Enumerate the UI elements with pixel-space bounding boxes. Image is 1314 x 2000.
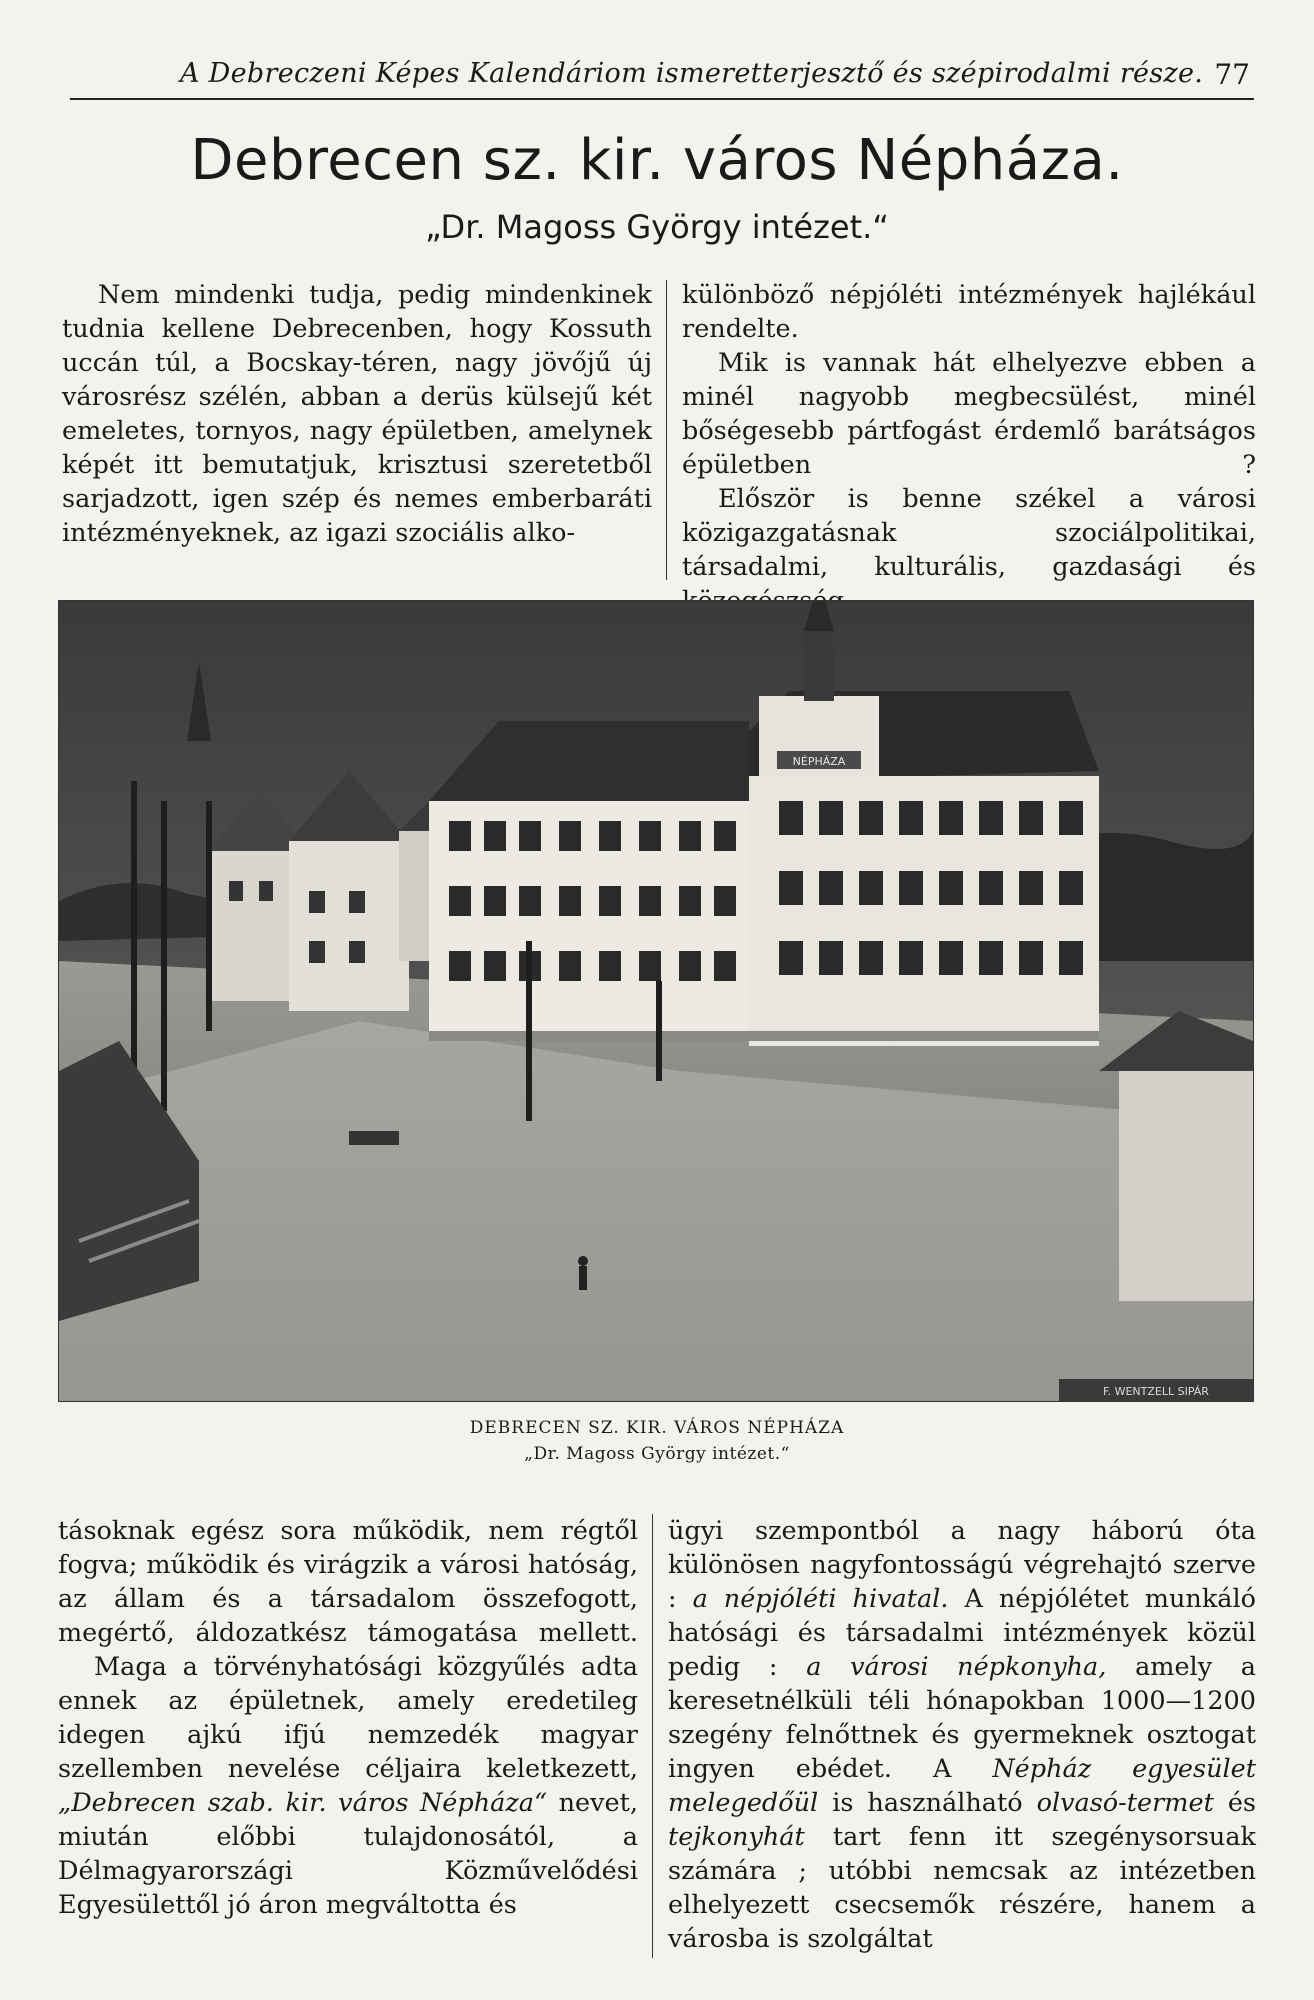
building-photograph	[58, 600, 1254, 1402]
article-subtitle: „Dr. Magoss György intézet.“	[425, 208, 889, 246]
paragraph	[58, 1650, 638, 1922]
photographer-mark: F. WENTZELL SIPÁR	[1103, 1385, 1209, 1398]
pedestrian-head	[578, 1256, 588, 1266]
page-number: 77	[1214, 58, 1250, 91]
text-run: ügyi szempontból a nagy háború óta különösen nagyfontosságú végrehajtó szerve :	[668, 1516, 1256, 1614]
text-run: A népjólétet munkáló hatósági és társadalmi intézmények közül pedig :	[668, 1584, 1256, 1682]
text-run: tart fenn itt szegénysorsuak számára ; utóbbi nemcsak az intézetben elhelyezett csecsemők részére, hanem a városba is szolgáltat	[668, 1822, 1256, 1954]
paragraph: Mik is vannak hát elhelyezve ebben a minél nagyobb megbecsülést, minél bőségesebb pártfogást érdemlő barátságos épületben ?	[682, 348, 1256, 480]
text-run: amely a keresetnélküli téli hónapokban 1000—1200 szegény felnőttnek és gyermeknek osztogat ingyen ebédet. A	[668, 1652, 1256, 1784]
running-title: A Debreczeni Képes Kalendáriom ismeretterjesztő és szépirodalmi része.	[180, 58, 1204, 89]
paragraph: Először is benne székel a városi közigazgatásnak szociálpolitikai, társadalmi, kulturális, gazdasági és	[682, 484, 1256, 582]
paragraph: tásoknak egész sora működik, nem régtől fogva; működik és virágzik a városi hatóság, az állam és a társadalom összefogott, megértő, áldozatkész támogatása mellett.	[58, 1516, 638, 1648]
emphasis: tejkonyhát	[668, 1822, 805, 1852]
emphasis: a népjóléti hivatal.	[692, 1584, 949, 1614]
top-left-column	[62, 278, 652, 550]
column-divider	[666, 280, 667, 580]
emphasis: a városi népkonyha,	[806, 1652, 1107, 1682]
photo-caption-line2: „Dr. Magoss György intézet.“	[524, 1444, 790, 1464]
bottom-right-column	[668, 1514, 1256, 1956]
column-divider	[652, 1514, 653, 1958]
text-run: és	[1213, 1788, 1256, 1818]
cart	[349, 1131, 399, 1145]
photo-illustration	[59, 601, 1253, 1401]
pedestrian	[579, 1266, 587, 1290]
running-head	[70, 52, 1254, 100]
building-sign: NÉPHÁZA	[792, 755, 846, 768]
text-run: nevet, miután előbbi tulajdonosától, a Délmagyarországi Közművelődési Egyesülettől jó áron megváltotta és	[58, 1788, 638, 1920]
quoted-name: „Debrecen szab. kir. város Népháza“	[58, 1788, 548, 1818]
text-run: Maga a törvényhatósági közgyűlés adta ennek az épületnek, amely eredetileg idegen ajkú ifjú nemzedék magyar szellemben nevelése céljaira keletkezett,	[58, 1652, 638, 1784]
bottom-left-column	[58, 1514, 638, 1922]
photo-caption-line1: DEBRECEN SZ. KIR. VÁROS NÉPHÁZA	[469, 1418, 845, 1438]
article-title: Debrecen sz. kir. város Népháza.	[190, 128, 1124, 193]
paragraph: különböző népjóléti intézmények hajlékául rendelte.	[682, 280, 1256, 344]
top-right-column	[682, 278, 1256, 618]
paragraph	[668, 1514, 1256, 1956]
emphasis: Népház egyesület melegedőül	[668, 1754, 1257, 1818]
paragraph: Nem mindenki tudja, pedig mindenkinek tudnia kellene Debrecenben, hogy Kossuth uccán túl, a Bocskay-téren, nagy jövőjű új városrész szélén, abban a derüs külsejű két emeletes, tornyos, nagy épületben, amelynek képét itt bemutatjuk, krisztusi szeretetből sarjadzott, igen szép és nemes emberbaráti intézményeknek, az igazi szociális alko-	[62, 280, 652, 548]
right-house	[1119, 1071, 1253, 1301]
emphasis: olvasó-termet	[1036, 1788, 1214, 1818]
text-run: is használható	[818, 1788, 1037, 1818]
